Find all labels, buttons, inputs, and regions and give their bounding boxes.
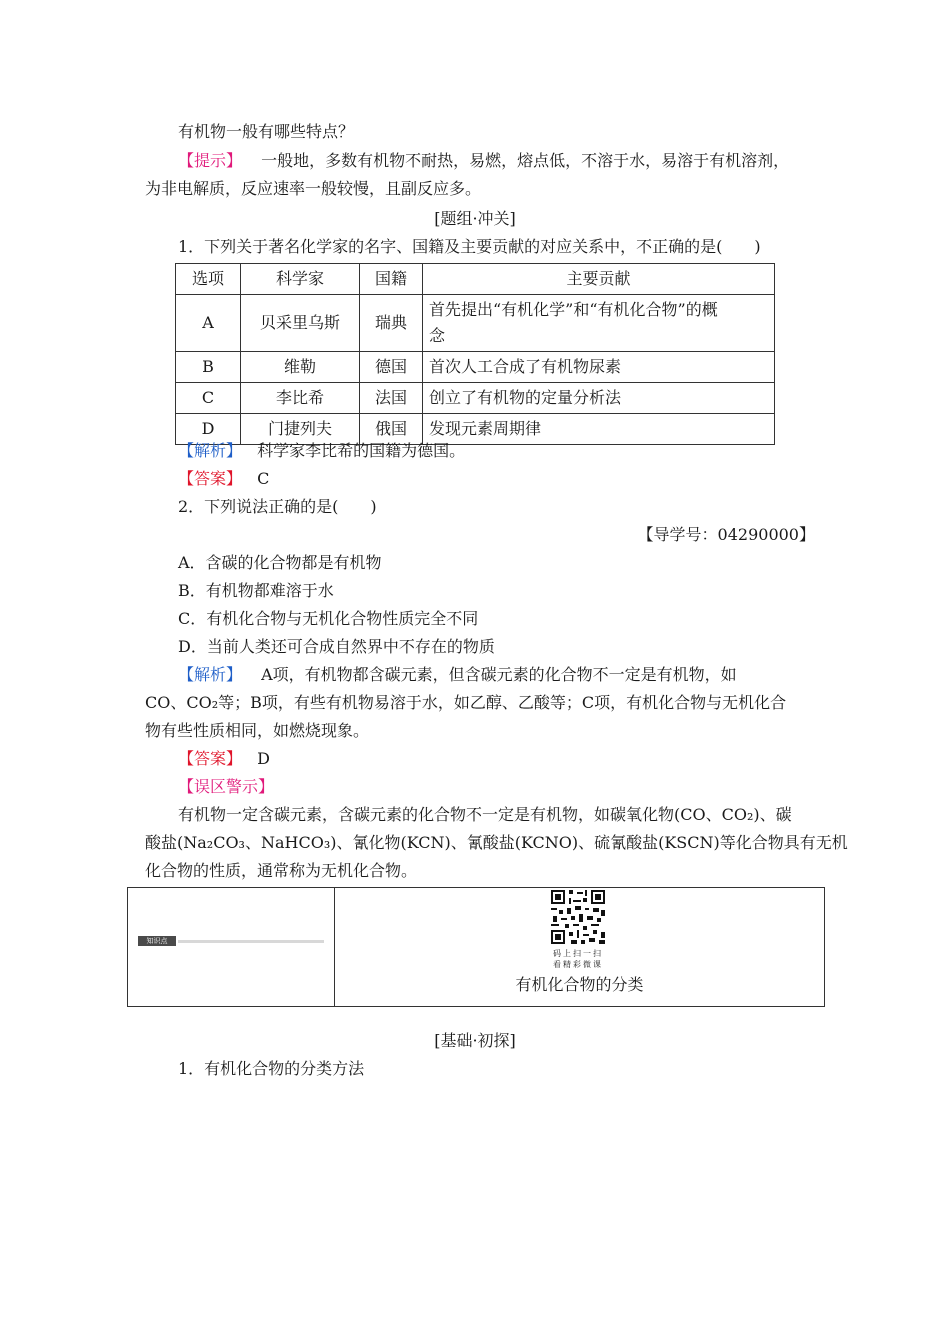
subsection-heading: 1．有机化合物的分类方法 <box>178 1059 365 1078</box>
contribution-line: 念 <box>429 326 446 345</box>
guide-number: 【导学号：04290000】 <box>637 525 815 544</box>
table-cell-contribution <box>423 295 775 352</box>
warning-line-1: 有机物一定含碳元素，含碳元素的化合物不一定是有机物，如碳氧化物(CO、CO₂)、碳 <box>178 805 792 824</box>
table-cell-scientist: 贝采里乌斯 <box>241 295 360 352</box>
hint-text-1: 一般地，多数有机物不耐热，易燃，熔点低，不溶于水，易溶于有机溶剂， <box>261 151 790 170</box>
warning-line-2: 酸盐(Na₂CO₃、NaHCO₃)、氰化物(KCN)、氰酸盐(KCNO)、硫氰酸盐(KSCN)等化合物具有无机 <box>145 833 848 852</box>
table-cell-country: 法国 <box>360 383 423 414</box>
table-row <box>176 295 775 352</box>
answer-tag: 【答案】 <box>178 469 243 488</box>
contribution-line: 首先提出“有机化学”和“有机化合物”的概 <box>429 300 718 319</box>
table-header-cell: 选项 <box>176 264 241 295</box>
table-header-row <box>176 264 775 295</box>
table-cell-contribution: 发现元素周期律 <box>423 414 775 445</box>
q2-option-a: A．含碳的化合物都是有机物 <box>178 553 382 572</box>
knowledge-point-box <box>127 887 825 1007</box>
answer-text: D <box>257 749 270 768</box>
table-row <box>176 383 775 414</box>
q1-stem: 1．下列关于著名化学家的名字、国籍及主要贡献的对应关系中，不正确的是( ) <box>178 237 761 256</box>
table-cell-country: 俄国 <box>360 414 423 445</box>
table-cell-scientist: 维勒 <box>241 352 360 383</box>
q2-answer <box>178 745 848 773</box>
table-header-cell: 国籍 <box>360 264 423 295</box>
q1-analysis <box>178 437 848 465</box>
q1-answer <box>178 465 848 493</box>
q2-analysis-line-1 <box>178 661 848 689</box>
table-cell-scientist: 李比希 <box>241 383 360 414</box>
analysis-tag: 【解析】 <box>178 665 243 684</box>
knowledge-point-badge: 知识点 <box>138 936 176 946</box>
q2-analysis-line-2: CO、CO₂等；B项，有些有机物易溶于水，如乙醇、乙酸等；C项，有机化合物与无机化合 <box>145 693 787 712</box>
analysis-text: A项，有机物都含碳元素，但含碳元素的化合物不一定是有机物，如 <box>261 665 737 684</box>
table-cell-option: A <box>176 295 241 352</box>
table-cell-option: D <box>176 414 241 445</box>
analysis-tag: 【解析】 <box>178 441 243 460</box>
hint-text-2: 为非电解质，反应速率一般较慢，且副反应多。 <box>145 179 482 198</box>
q2-option-d: D．当前人类还可合成自然界中不存在的物质 <box>178 637 495 656</box>
answer-tag: 【答案】 <box>178 749 243 768</box>
table-cell-contribution: 创立了有机物的定量分析法 <box>423 383 775 414</box>
table-cell-country: 德国 <box>360 352 423 383</box>
knowledge-box-title: 有机化合物的分类 <box>515 975 644 994</box>
table-cell-country: 瑞典 <box>360 295 423 352</box>
q2-stem: 2．下列说法正确的是( ) <box>178 497 377 516</box>
analysis-text: 科学家李比希的国籍为德国。 <box>257 441 466 460</box>
q2-analysis-line-3: 物有些性质相同，如燃烧现象。 <box>145 721 370 740</box>
hint-tag: 【提示】 <box>178 151 243 170</box>
q2-option-b: B．有机物都难溶于水 <box>178 581 334 600</box>
table-header-cell: 科学家 <box>241 264 360 295</box>
section-drill-heading: [题组·冲关] <box>434 209 516 228</box>
warning-line-3: 化合物的性质，通常称为无机化合物。 <box>145 861 418 880</box>
intro-question: 有机物一般有哪些特点？ <box>178 122 355 141</box>
section-basic-heading: [基础·初探] <box>434 1031 516 1050</box>
q2-option-c: C．有机化合物与无机化合物性质完全不同 <box>178 609 479 628</box>
qr-caption-line-1: 码上扫一扫 <box>553 949 603 958</box>
table-header-cell: 主要贡献 <box>423 264 775 295</box>
knowledge-point-banner <box>138 936 324 946</box>
table-row <box>176 352 775 383</box>
hint-line-1 <box>178 147 848 175</box>
table-cell-contribution: 首次人工合成了有机物尿素 <box>423 352 775 383</box>
qr-caption <box>533 948 623 970</box>
qr-caption-line-2: 看精彩微课 <box>553 960 603 969</box>
table-cell-option: B <box>176 352 241 383</box>
warning-tag: 【误区警示】 <box>178 777 275 796</box>
qr-code-icon[interactable] <box>549 888 607 946</box>
answer-text: C <box>257 469 270 488</box>
banner-divider <box>178 940 324 943</box>
table-cell-option: C <box>176 383 241 414</box>
table-cell-scientist: 门捷列夫 <box>241 414 360 445</box>
scientist-table <box>175 263 775 445</box>
